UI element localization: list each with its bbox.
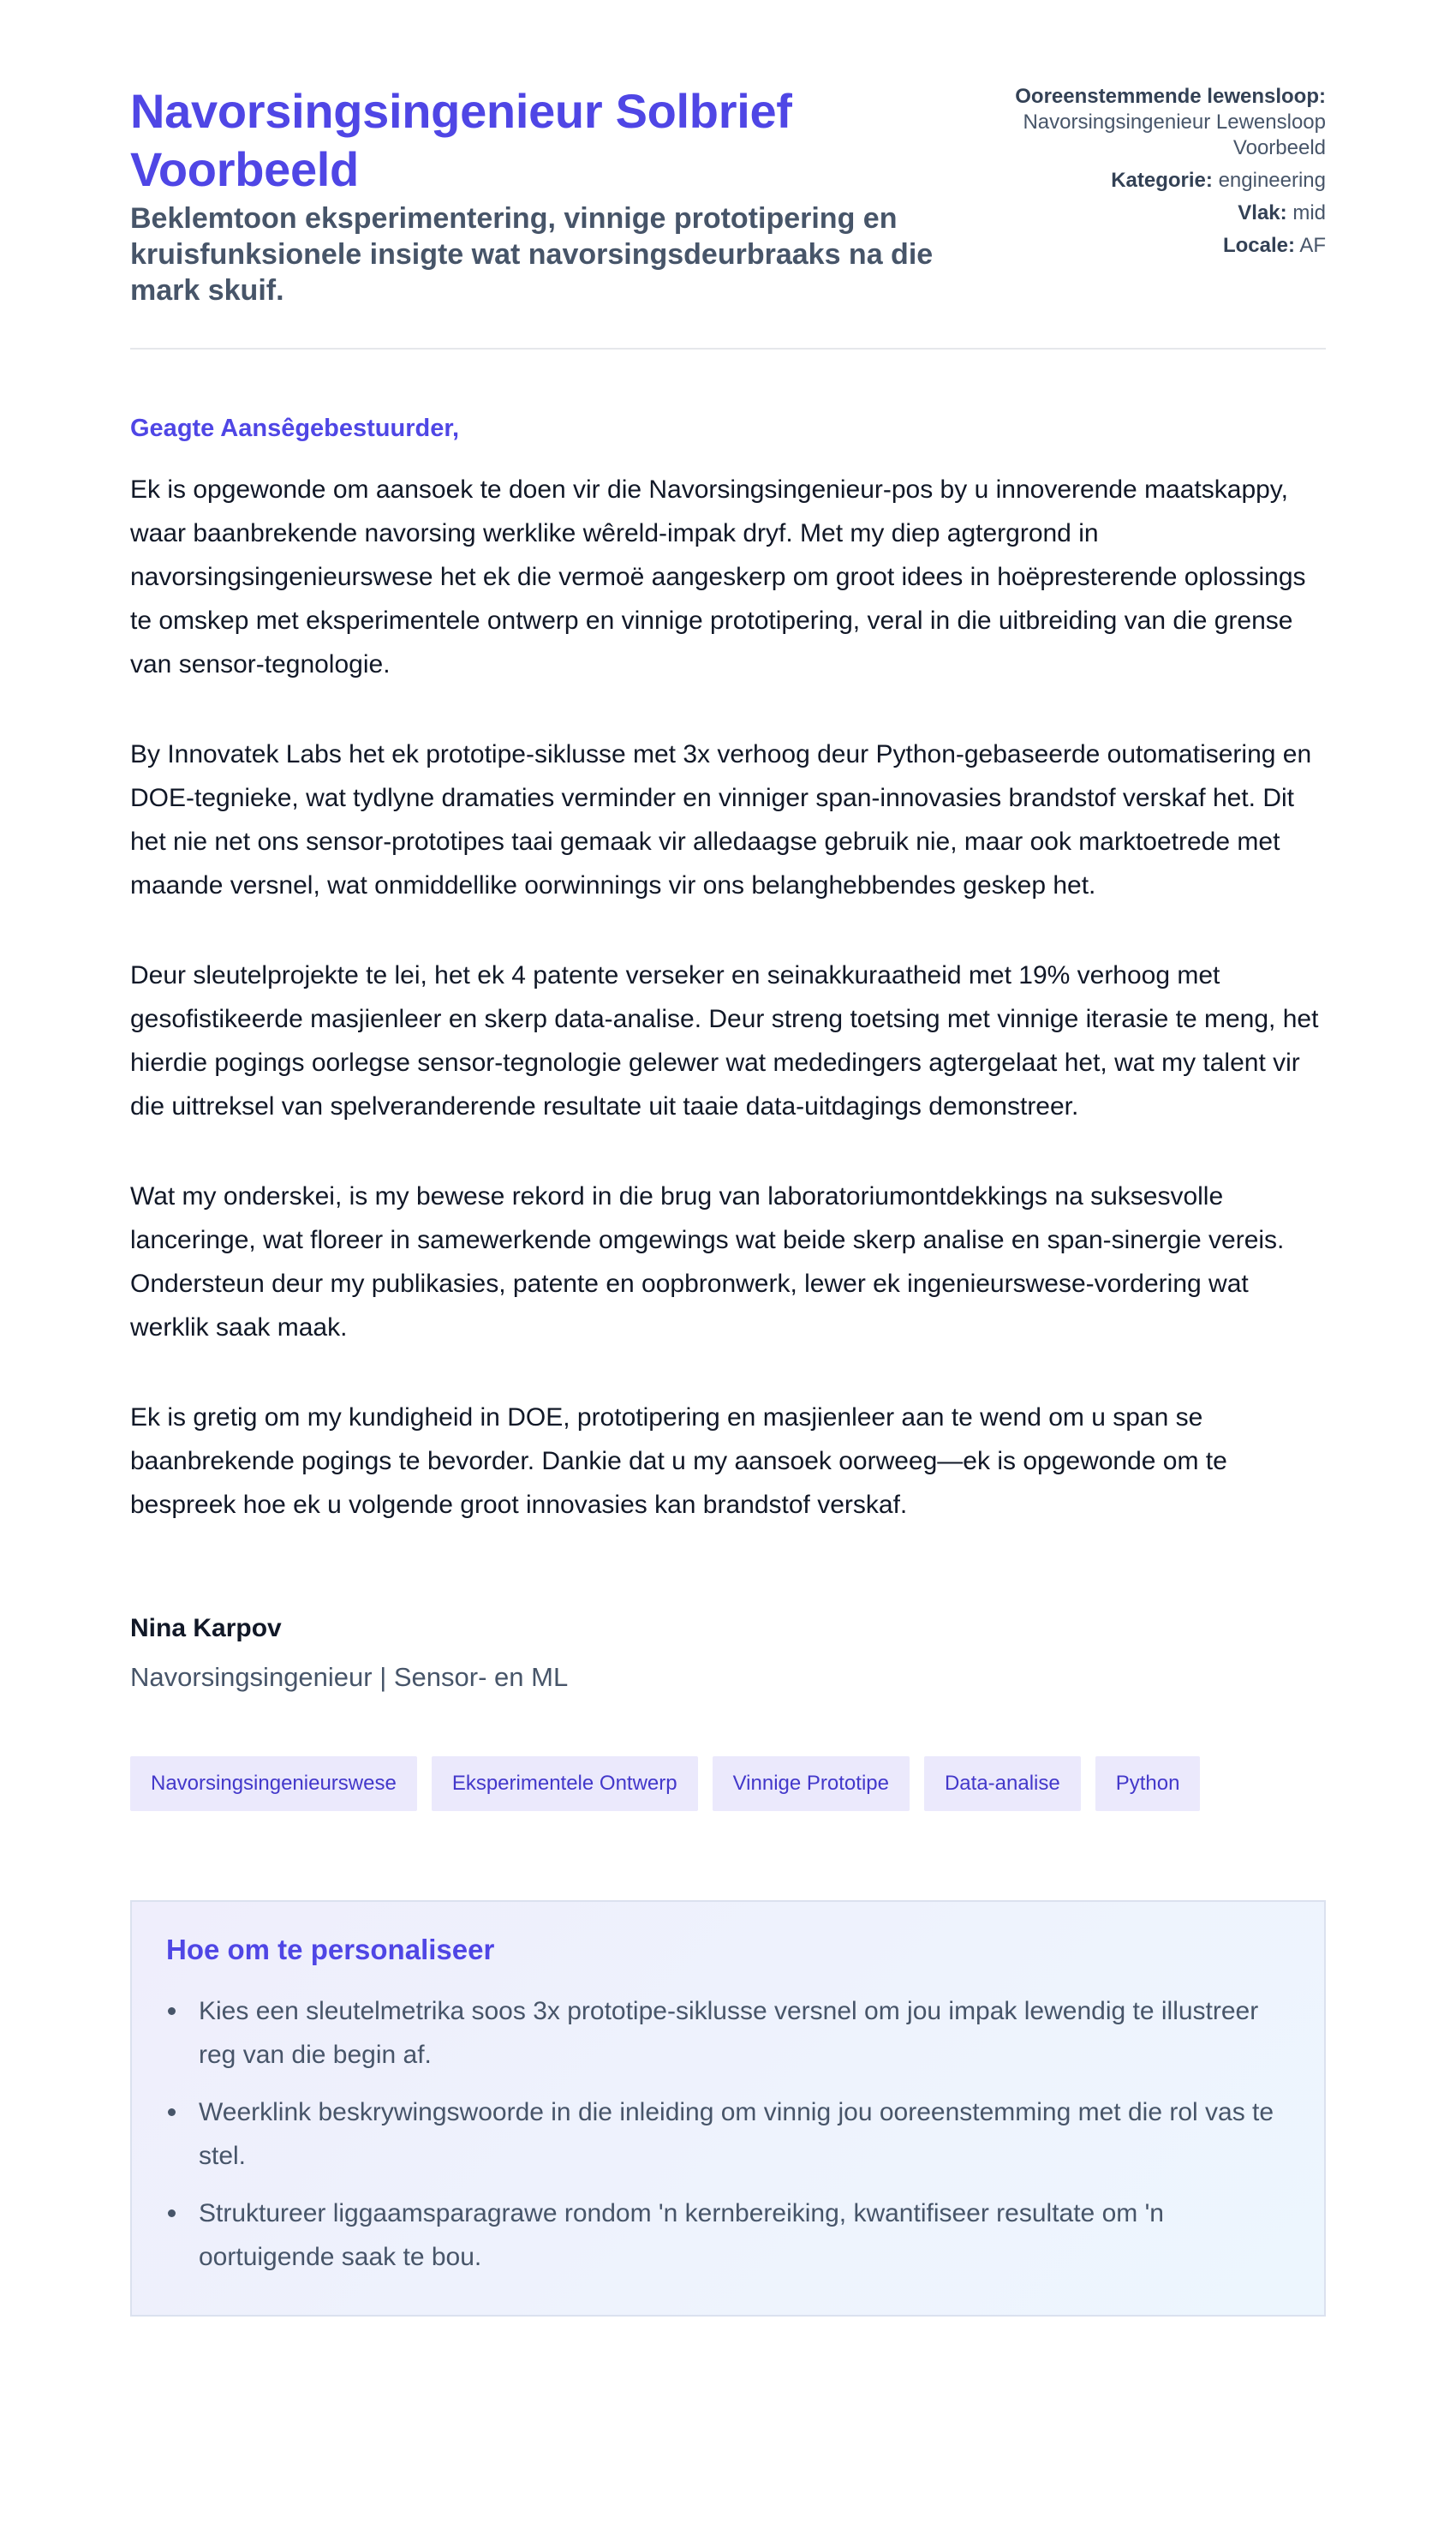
meta-locale xyxy=(955,233,1326,259)
letter-greeting: Geagte Aansêgebestuurder, xyxy=(130,415,460,442)
meta-level xyxy=(955,200,1326,226)
page-title: Navorsingsingenieur Solbrief Voorbeeld xyxy=(130,84,792,196)
skill-tag: Eksperimentele Ontwerp xyxy=(432,1756,698,1811)
meta-locale-label: Locale: xyxy=(1222,234,1295,257)
letter-paragraph: Ek is gretig om my kundigheid in DOE, prototipering en masjienleer aan te wend om u span se baanbrekende pogings te bevorder. Dankie dat u my aansoek oorweeg—ek is opgewonde om te bespreek hoe ek u volgende groot innovasies kan brandstof verskaf. xyxy=(130,1403,1227,1519)
skill-tag: Navorsingsingenieurswese xyxy=(130,1756,417,1811)
page-subtitle: Beklemtoon eksperimentering, vinnige prototipering en kruisfunksionele insigte wat navorsingsdeurbraaks na die mark skuif. xyxy=(130,202,934,307)
meta-level-label: Vlak: xyxy=(1238,201,1287,224)
meta-level-value: mid xyxy=(1292,201,1326,224)
signature-block xyxy=(130,1612,1326,1695)
bullet-icon xyxy=(168,2209,176,2217)
page-header xyxy=(130,82,1326,350)
tip-item xyxy=(166,2191,1290,2279)
bullet-icon xyxy=(168,2007,176,2015)
personalization-tips-box xyxy=(130,1900,1326,2317)
letter-body xyxy=(130,413,1326,1527)
header-title-block xyxy=(130,82,955,308)
meta-category xyxy=(955,168,1326,194)
tip-text: Struktureer liggaamsparagrawe rondom 'n kernbereiking, kwantifiseer resultate om 'n oortuigende saak te bou. xyxy=(199,2199,1164,2271)
tip-text: Kies een sleutelmetrika soos 3x prototipe-siklusse versnel om jou impak lewendig te illustreer reg van die begin af. xyxy=(199,1997,1259,2069)
meta-locale-value: AF xyxy=(1299,234,1326,257)
tips-title: Hoe om te personaliseer xyxy=(166,1934,495,1965)
signature-title: Navorsingsingenieur | Sensor- en ML xyxy=(130,1662,569,1692)
letter-paragraph: By Innovatek Labs het ek prototipe-siklusse met 3x verhoog deur Python-gebaseerde outomatisering en DOE-tegnieke, wat tydlyne dramaties verminder en vinniger span-innovasies brandstof verskaf het. Dit het nie net ons sensor-prototipes taai gemaak vir alledaagse gebruik nie, maar ook marktoetrede met maande versnel, wat onmiddellike oorwinnings vir ons belanghebbendes geskep het. xyxy=(130,740,1312,900)
meta-matching-resume xyxy=(955,84,1326,161)
skill-tag: Vinnige Prototipe xyxy=(713,1756,910,1811)
meta-category-label: Kategorie: xyxy=(1111,169,1213,192)
letter-paragraphs xyxy=(130,468,1326,1527)
letter-paragraph: Ek is opgewonde om aansoek te doen vir die Navorsingsingenieur-pos by u innoverende maatskappy, waar baanbrekende navorsing werklike wêreld-impak dryf. Met my diep agtergrond in navorsingsingenieurswese het ek die vermoë aangeskerp om groot idees in hoëpresterende oplossings te omskep met eksperimentele ontwerp en vinnige prototipering, veral in die uitbreiding van die grense van sensor-tegnologie. xyxy=(130,475,1306,679)
tip-item xyxy=(166,1989,1290,2077)
meta-category-value: engineering xyxy=(1218,169,1326,192)
tips-list xyxy=(166,1989,1290,2279)
tip-text: Weerklink beskrywingswoorde in die inleiding om vinnig jou ooreenstemming met die rol vas te stel. xyxy=(199,2098,1274,2170)
skill-tags xyxy=(130,1756,1326,1811)
skill-tag: Data-analise xyxy=(924,1756,1081,1811)
meta-resume-value: Navorsingsingenieur Lewensloop Voorbeeld xyxy=(1023,111,1326,159)
metadata-panel xyxy=(955,82,1326,266)
letter-paragraph: Deur sleutelprojekte te lei, het ek 4 patente verseker en seinakkuraatheid met 19% verhoog met gesofistikeerde masjienleer en skerp data-analise. Deur streng toetsing met vinnige iterasie te meng, het hierdie pogings oorlegse sensor-tegnologie gelewer wat mededingers agtergelaat het, wat my talent vir die uittreksel van spelveranderende resultate uit taaie data-uitdagings demonstreer. xyxy=(130,961,1319,1121)
letter-paragraph: Wat my onderskei, is my bewese rekord in die brug van laboratoriumontdekkings na suksesvolle lanceringe, wat floreer in samewerkende omgewings wat beide skerp analise en span-sinergie vereis. Ondersteun deur my publikasies, patente en oopbronwerk, lewer ek ingenieurswese-vordering wat werklik saak maak. xyxy=(130,1182,1285,1342)
skill-tag: Python xyxy=(1095,1756,1201,1811)
meta-resume-label: Ooreenstemmende lewensloop: xyxy=(1015,85,1326,108)
tip-item xyxy=(166,2090,1290,2178)
signature-name: Nina Karpov xyxy=(130,1614,282,1642)
bullet-icon xyxy=(168,2108,176,2116)
